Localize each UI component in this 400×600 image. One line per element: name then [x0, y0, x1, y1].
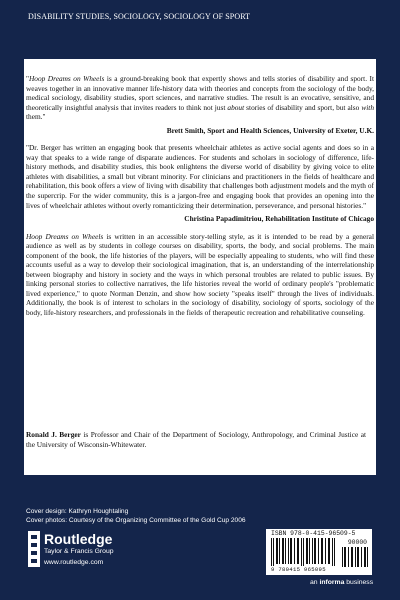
description-text: is written in an accessible story-telling style, as it is intended to be read by a general audience as well as by students in college courses on disability, sports, the body, and social problems. The main component of the book, the life histories of the players, will be especially appealing to students, who will find these accounts useful as a way to develop their sociological imagination, that is, an understanding of the interrelationship between biography and history in society and the ways in which personal troubles are related to public issues. By linking personal stories to collective narratives, the life histories reveal the world of ordinary people's "problematic lived experience," to quote Norman Denzin, and show how society "speaks itself" through the lives of individuals. Additionally, the book is of interest to scholars in the sociology of disability, sociology of sports, sociology of the body, life-history researchers, and professionals in the fields of therapeutic recreation and rehabilitative counseling.	[26, 231, 374, 318]
author-name: Ronald J. Berger	[26, 430, 81, 439]
informa-prefix: an	[310, 579, 318, 586]
publisher-url: www.routledge.com	[44, 559, 104, 566]
review-attribution-1: Brett Smith, Sport and Health Sciences, University of Exeter, U.K.	[166, 125, 374, 135]
book-description	[26, 232, 374, 318]
barcode-icon	[271, 538, 335, 566]
barcode-digits: 9 780415 965095	[271, 566, 326, 573]
quote-mark: "	[26, 74, 29, 83]
addon-barcode-icon	[342, 547, 368, 567]
informa-name: informa	[319, 579, 345, 586]
author-bio-text: is Professor and Chair of the Department of Sociology, Anthropology, and Criminal Justice at the University of Wisconsin-Whitewater.	[26, 430, 366, 449]
author-bio	[26, 430, 366, 449]
informa-suffix: business	[346, 579, 374, 586]
review-quote-2: "Dr. Berger has written an engaging book that presents wheelchair athletes as active social agents and does so in a way that speaks to a wide range of disparate audiences. For students and scholars in sociology of difference, life-history methods, and disability studies, this book enlightens the diverse world of disability by giving voice to elite athletes with disabilities, a small but vibrant minority. For clinicians and practitioners in the fields of healthcare and rehabilitation, this book offers a view of living with disability that challenges both adjustment models and the myth of the supercrip. For the wider community, this is a jargon-free and engaging book that provides an opening into the lives of wheelchair athletes without overly romanticizing their determination, perseverance, and personal histories."	[26, 143, 374, 210]
subject-categories: DISABILITY STUDIES, SOCIOLOGY, SOCIOLOGY OF SPORT	[28, 12, 251, 21]
barcode	[266, 529, 372, 575]
cover-design-credit: Cover design: Kathryn Houghtaling	[26, 508, 129, 515]
review-emphasis: about	[227, 102, 245, 112]
publisher-group: Taylor & Francis Group	[44, 548, 114, 555]
back-cover-text	[26, 74, 374, 318]
review-text: is a ground-breaking book that expertly shows and tells stories of disability and sport. It weaves together in an innovative manner life-history data with theories and concepts from the sociology of the body, medical sociology, disability studies, sport sciences, and narrative studies. The result is an evocative, sensitive, and theoretically insightful analysis that invites readers to think not just	[26, 74, 375, 112]
review-quote-1	[26, 74, 374, 122]
isbn-text: ISBN 978-0-415-96509-5	[271, 530, 356, 537]
book-title: Hoop Dreams on Wheels	[29, 74, 105, 83]
cover-photo-credit: Cover photos: Courtesy of the Organizing Committee of the Gold Cup 2006	[26, 516, 246, 524]
publisher-name: Routledge	[44, 531, 113, 547]
review-emphasis: with	[361, 102, 374, 112]
review-text: them."	[26, 112, 46, 122]
publisher-logo	[28, 531, 148, 581]
price-code: 90000	[347, 539, 367, 546]
cover-credits	[26, 508, 246, 526]
review-attribution-2: Christina Papadimitriou, Rehabilitation Institute of Chicago	[184, 214, 374, 224]
informa-business-mark	[310, 579, 373, 586]
routledge-logo-icon	[28, 531, 40, 567]
book-title: Hoop Dreams on Wheels	[26, 231, 104, 241]
review-text: stories of disability and sport, but also	[244, 102, 362, 112]
